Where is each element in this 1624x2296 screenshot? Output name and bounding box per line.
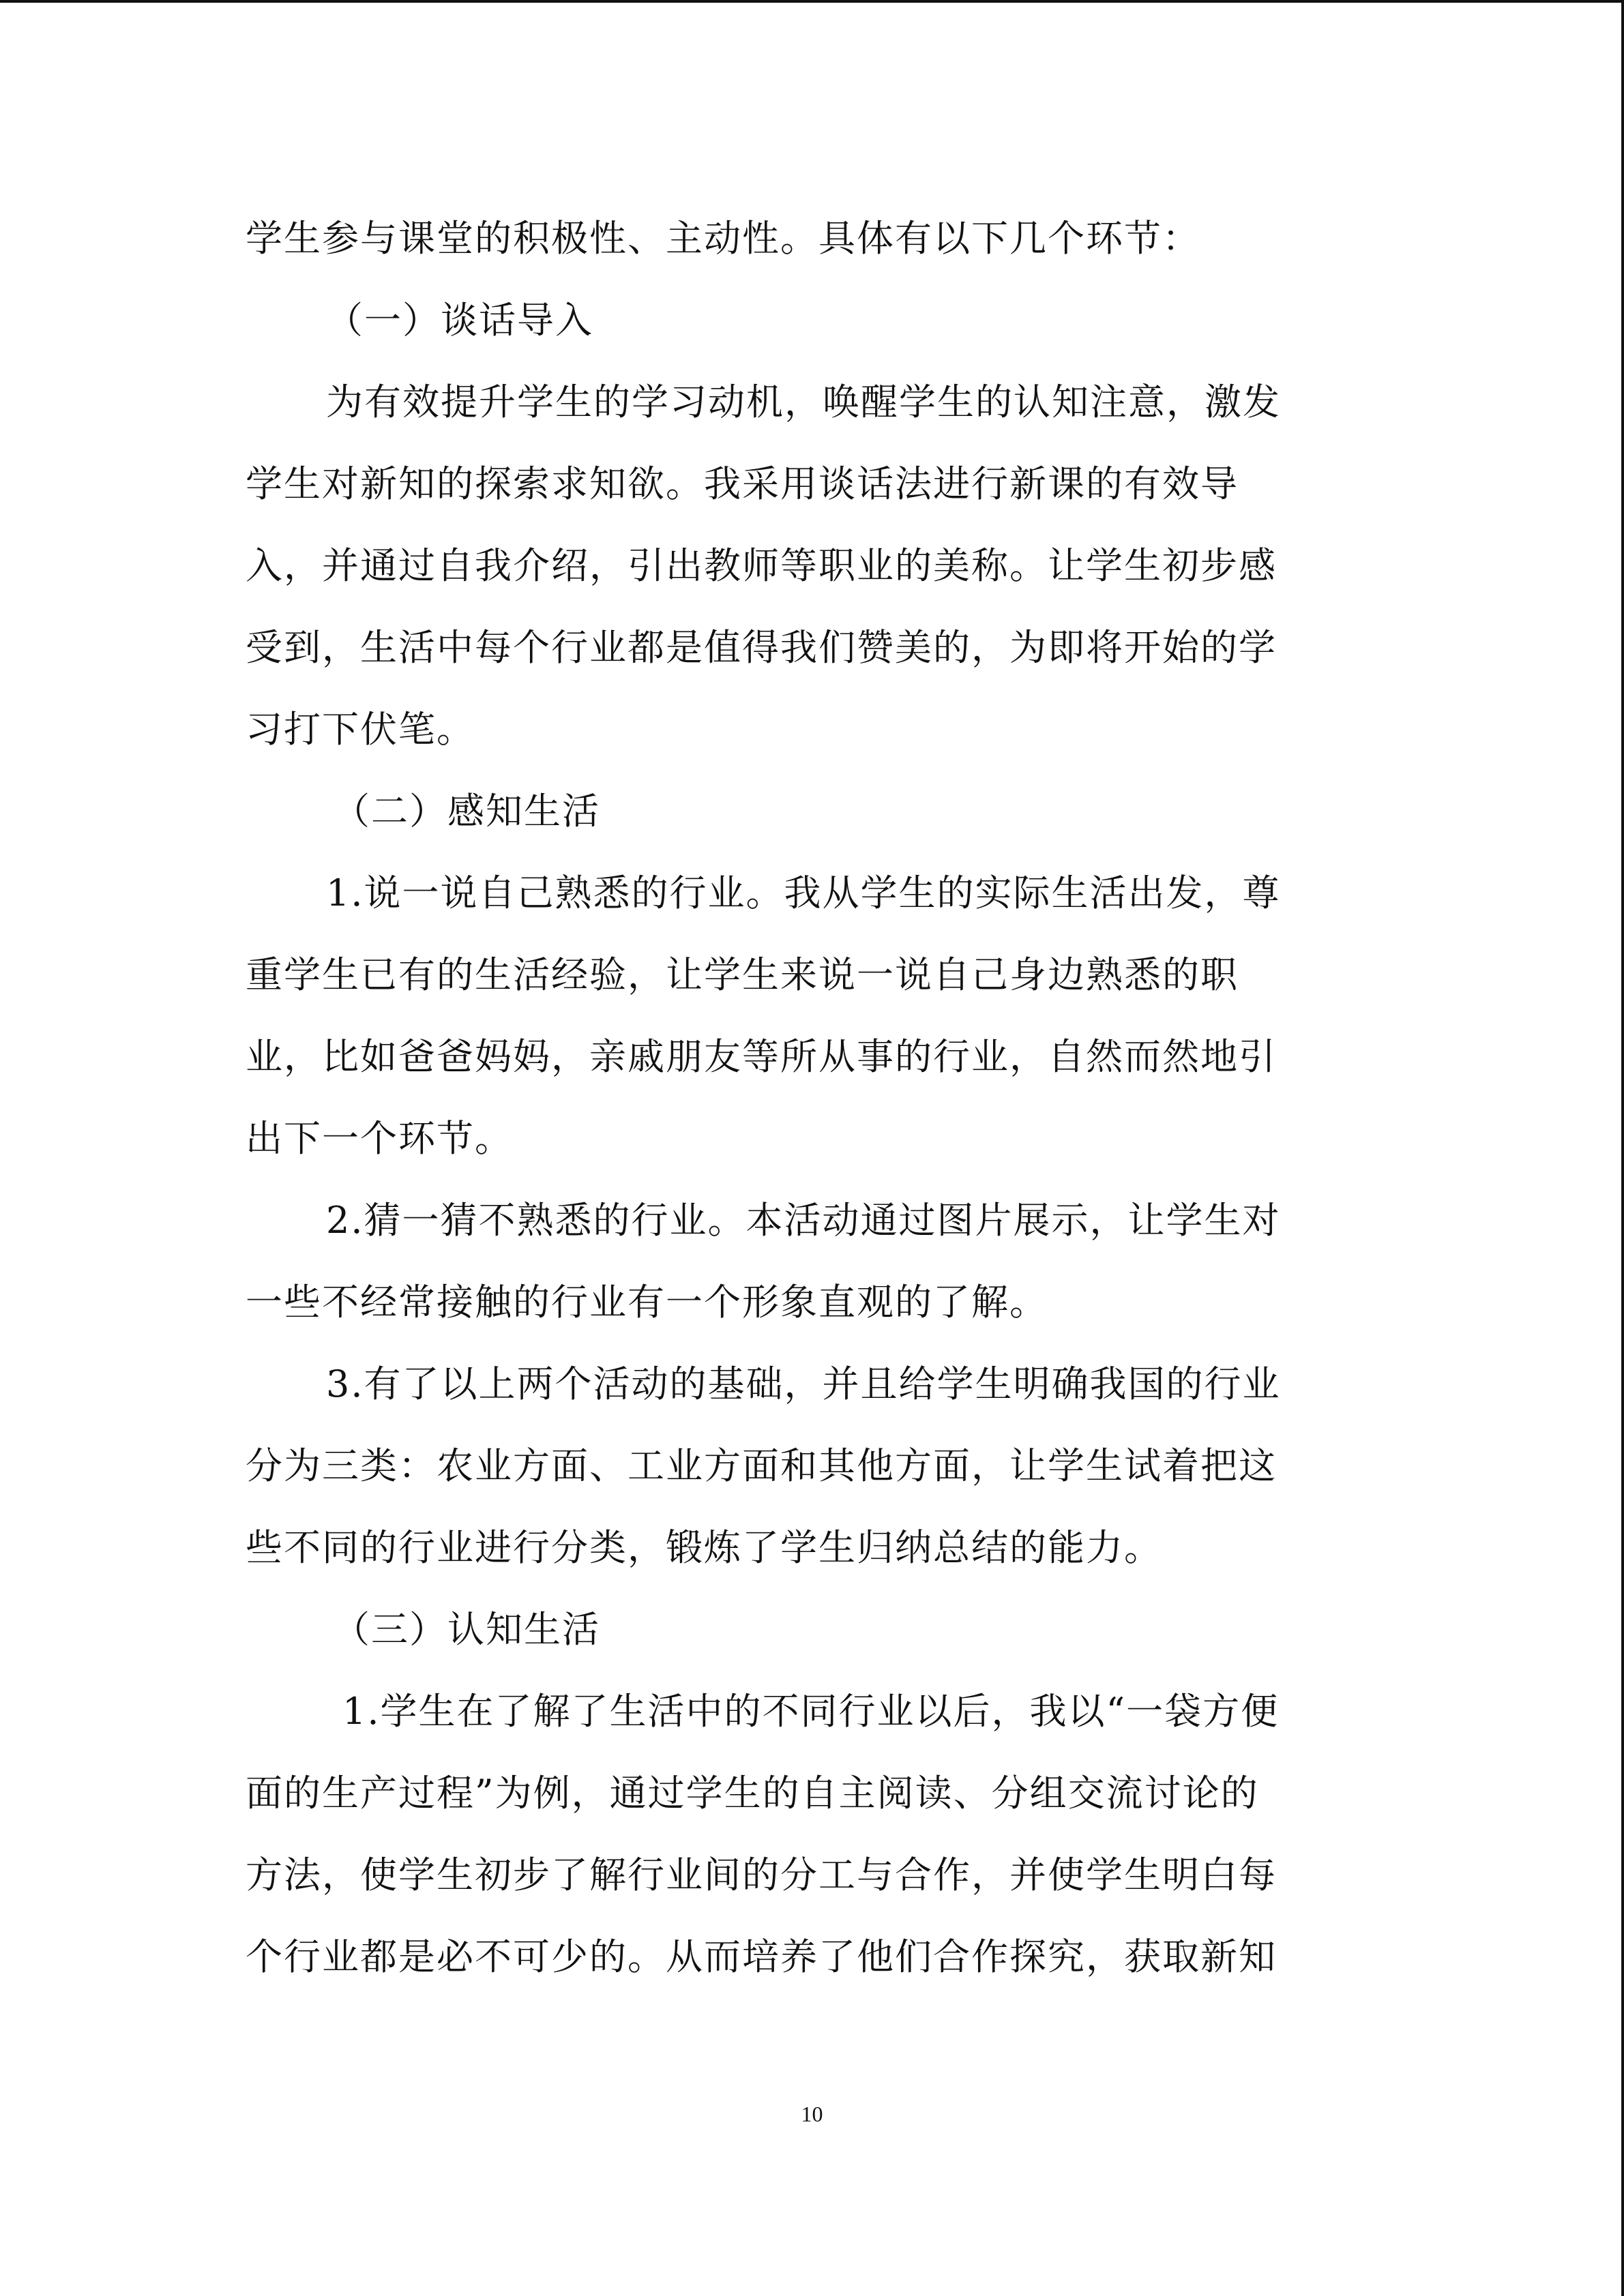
- paragraph-line: 个行业都是必不可少的。从而培养了他们合作探究，获取新知: [246, 1935, 1277, 1978]
- page-number: 10: [801, 2102, 823, 2126]
- paragraph-line: 些不同的行业进行分类，锻炼了学生归纳总结的能力。: [246, 1526, 1162, 1569]
- paragraph-line: 1.说一说自己熟悉的行业。我从学生的实际生活出发，尊: [326, 871, 1281, 914]
- paragraph-line: 2.猜一猜不熟悉的行业。本活动通过图片展示，让学生对: [326, 1199, 1281, 1242]
- paragraph-line: 业，比如爸爸妈妈，亲戚朋友等所从事的行业，自然而然地引: [246, 1035, 1277, 1078]
- paragraph-line: 面的生产过程”为例，通过学生的自主阅读、分组交流讨论的: [246, 1772, 1259, 1815]
- paragraph-line: 分为三类：农业方面、工业方面和其他方面，让学生试着把这: [246, 1444, 1277, 1487]
- paragraph-line: 为有效提升学生的学习动机，唤醒学生的认知注意，激发: [326, 381, 1281, 423]
- document-body: [246, 198, 1378, 1998]
- section-heading-1: （一）谈话导入: [326, 299, 593, 342]
- paragraph-line: 3.有了以上两个活动的基础，并且给学生明确我国的行业: [326, 1362, 1281, 1405]
- paragraph-line: 学生参与课堂的积极性、主动性。具体有以下几个环节：: [246, 217, 1200, 260]
- paragraph-line: 1.学生在了解了生活中的不同行业以后，我以“一袋方便: [342, 1690, 1280, 1733]
- section-heading-2: （二）感知生活: [333, 790, 600, 833]
- paragraph-line: 重学生已有的生活经验，让学生来说一说自己身边熟悉的职: [246, 953, 1239, 996]
- paragraph-line: 入，并通过自我介绍，引出教师等职业的美称。让学生初步感: [246, 544, 1277, 587]
- paragraph-line: 出下一个环节。: [246, 1117, 513, 1160]
- section-heading-3: （三）认知生活: [333, 1608, 600, 1651]
- paragraph-line: 学生对新知的探索求知欲。我采用谈话法进行新课的有效导: [246, 462, 1239, 505]
- page-border-top: [0, 0, 1624, 3]
- paragraph-line: 方法，使学生初步了解行业间的分工与合作，并使学生明白每: [246, 1853, 1277, 1896]
- paragraph-line: 习打下伏笔。: [246, 708, 475, 751]
- paragraph-line: 一些不经常接触的行业有一个形象直观的了解。: [246, 1281, 1048, 1324]
- page-border-right: [1621, 0, 1624, 2296]
- paragraph-line: 受到，生活中每个行业都是值得我们赞美的，为即将开始的学: [246, 626, 1277, 669]
